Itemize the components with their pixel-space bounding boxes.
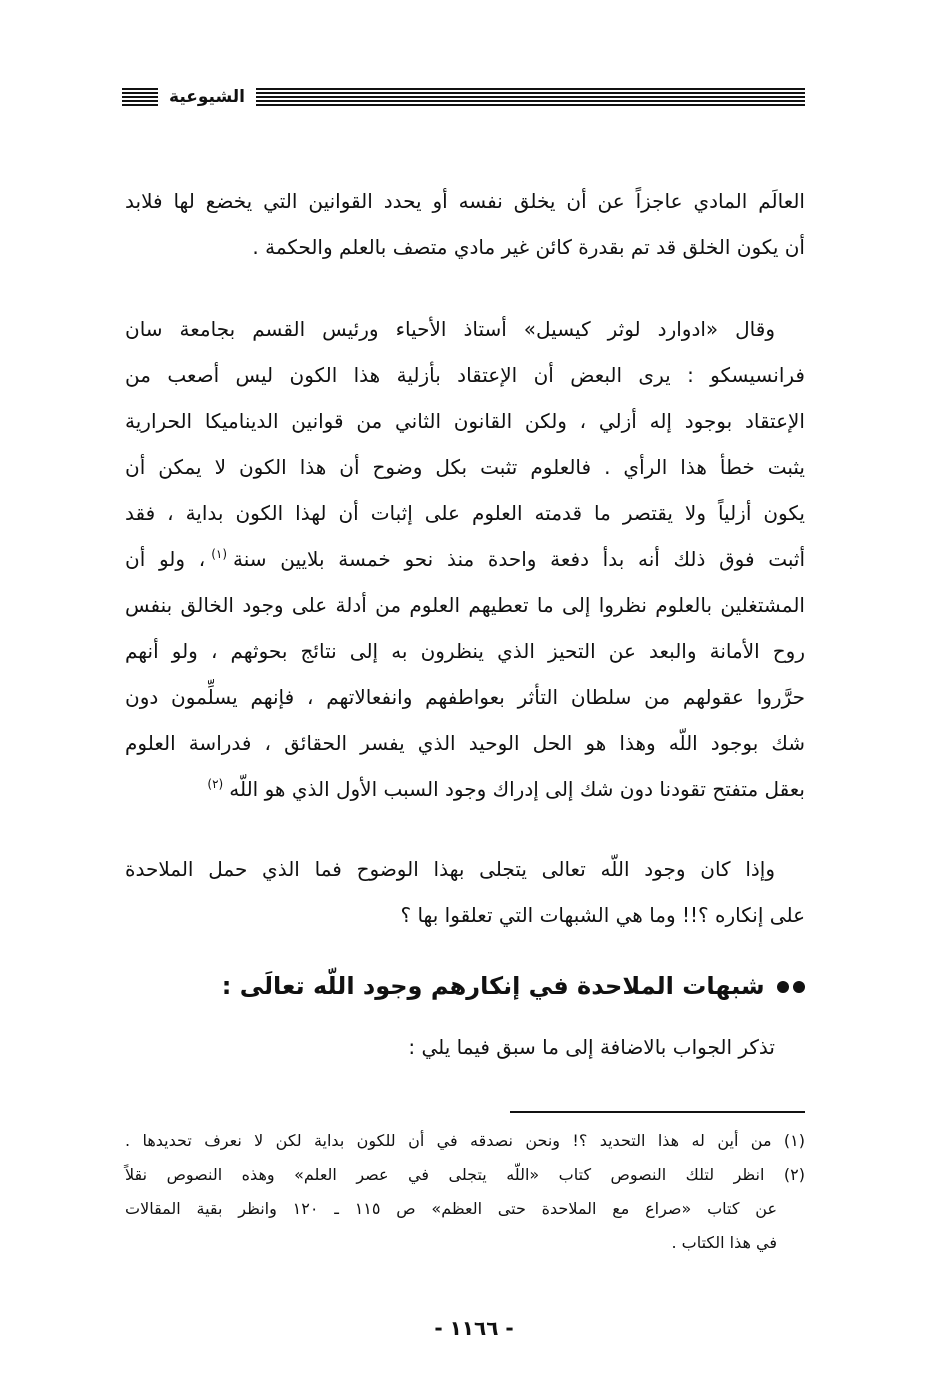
- text-line-with-footnote: [125, 536, 805, 582]
- text-line: يكون أزلياً ولا يقتصر ما قدمته العلوم على إثبات أن لهذا الكون بداية ، فقد: [125, 501, 805, 525]
- bullet-icon: [793, 981, 805, 993]
- text-line: تذكر الجواب بالاضافة إلى ما سبق فيما يلي :: [408, 1035, 775, 1059]
- running-header: [122, 84, 805, 112]
- text-line: العالَم المادي عاجزاً عن أن يخلق نفسه أو يحدد القوانين التي يخضع لها فلابد: [125, 189, 805, 213]
- footnote-2-line: (٢) انظر لتلك النصوص كتاب «اللّه يتجلى في عصر العلم» وهذه النصوص نقلاً: [125, 1165, 805, 1184]
- text-line: الإعتقاد بوجود إله أزلي ، ولكن القانون الثاني من قوانين الديناميكا الحرارية: [125, 409, 805, 433]
- footnote-separator: [510, 1111, 805, 1113]
- footnote-2-line: في هذا الكتاب .: [671, 1233, 777, 1252]
- bullet-icon: [777, 981, 789, 993]
- text-line: على إنكاره ؟!! وما هي الشبهات التي تعلقوا بها ؟: [400, 903, 805, 927]
- text-line: يثبت خطأ هذا الرأي . فالعلوم تثبت بكل وضوح أن هذا الكون لا يمكن أن: [125, 455, 805, 479]
- text-line: فرانسيسكو : يرى البعض أن الإعتقاد بأزلية هذا الكون ليس أصعب من: [125, 363, 805, 387]
- header-ornament-right: [256, 88, 805, 106]
- body-text: [125, 178, 805, 1070]
- text-line: وإذا كان وجود اللّه تعالى يتجلى بهذا الوضوح فما الذي حمل الملاحدة: [125, 857, 775, 881]
- text-line: شك بوجود اللّه وهذا هو الحل الوحيد الذي يفسر الحقائق ، فدراسة العلوم: [125, 731, 805, 755]
- text-line: حرَّروا عقولهم من سلطان التأثر بعواطفهم وانفعالاتهم ، فإنهم يسلِّمون دون: [125, 685, 805, 709]
- text-segment: ، ولو أن: [125, 547, 206, 571]
- header-title: الشيوعية: [169, 87, 245, 107]
- text-line: وقال «ادوارد لوثر كيسيل» أستاذ الأحياء ورئيس القسم بجامعة سان: [125, 317, 775, 341]
- footnote-2-line: عن كتاب «صراع مع الملاحدة حتى العظم» ص ١١٥ ـ ١٢٠ وانظر بقية المقالات: [125, 1199, 778, 1218]
- footnotes: [125, 1124, 805, 1260]
- section-heading: [125, 964, 805, 1008]
- text-line-with-footnote: [125, 766, 805, 812]
- header-ornament-left: [122, 88, 158, 106]
- footnote-1: (١) من أين له هذا التحديد ؟! ونحن نصدقه في أن للكون بداية لكن لا نعرف تحديدها .: [125, 1131, 805, 1150]
- text-line: المشتغلين بالعلوم نظروا إلى ما تعطيهم العلوم من أدلة على وجود الخالق بنفس: [125, 593, 805, 617]
- section-heading-text: شبهات الملاحدة في إنكارهم وجود اللّه تعالَى :: [221, 972, 765, 1000]
- text-segment: بعقل متفتح تقودنا دون شك إلى إدراك وجود السبب الأول الذي هو اللّه: [229, 777, 805, 801]
- footnote-ref-2: (٢): [207, 777, 224, 792]
- text-line: روح الأمانة والبعد عن التحيز الذي ينظرون به إلى نتائج بحوثهم ، ولو أنهم: [125, 639, 805, 663]
- text-segment: أثبت فوق ذلك أنه بدأ دفعة واحدة منذ نحو خمسة بلايين سنة: [233, 547, 805, 571]
- page-number: - ١١٦٦ -: [434, 1316, 514, 1340]
- text-line: أن يكون الخلق قد تم بقدرة كائن غير مادي متصف بالعلم والحكمة .: [252, 235, 805, 259]
- footnote-ref-1: (١): [211, 547, 228, 562]
